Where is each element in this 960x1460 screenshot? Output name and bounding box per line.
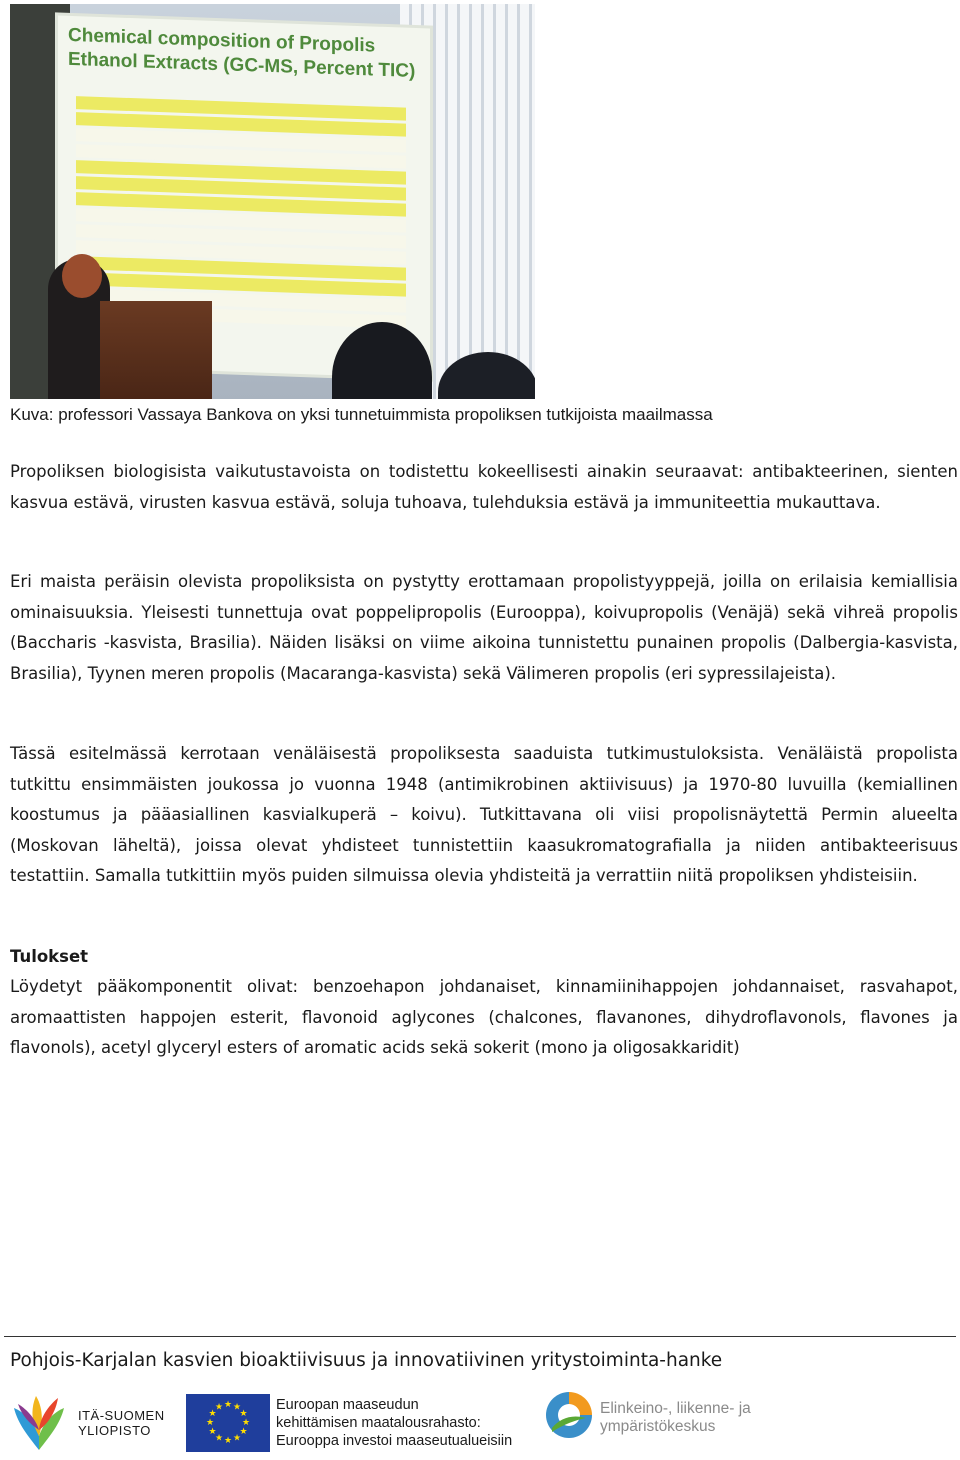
ely-centre-name [600,1400,800,1436]
svg-text:★: ★ [223,1400,233,1410]
eu-fund-line1: Euroopan maaseudun [276,1397,419,1413]
ely-centre-logo-icon [542,1388,596,1442]
eu-fund-line3: Eurooppa investoi maaseutualueisiin [276,1433,513,1449]
svg-text:★: ★ [232,1402,242,1413]
podium [100,301,212,399]
paragraph-russian-propolis: Tässä esitelmässä kerrotaan venäläisestä propoliksesta saaduista tutkimustuloksista. Venäläistä propolista tutkittu ensimmäisten joukossa jo vuonna 1948 (antimikrobinen aktiivisuus) ja 1970-80 luvuilla (kemiallinen koostumus ja pääasiallinen kasvialkuperä – koivu). Tutkittavana oli viisi propolisnäytettä Permin alueelta (Moskovan läheltä), joissa olevat yhdisteet tunnistettiin kaasukromatografialla ja niiden antibakteerisuus testattiin. Samalla tutkittiin myös puiden silmuissa olevia yhdisteitä ja verrattiin niitä propoliksen yhdisteisiin. [10,744,958,885]
uef-logo [10,1390,180,1454]
svg-text:★: ★ [241,1418,251,1428]
paragraph-propolis-types: Eri maista peräisin olevista propoliksista on pystytty erottamaan propolistyyppejä, joilla on erilaisia kemiallisia ominaisuuksia. Yleisesti tunnettuja ovat poppelipropolis (Eurooppa), koivupropolis (Venäjä) sekä vihreä propolis (Baccharis -kasvista, Brasilia). Näiden lisäksi on viime aikoina tunnistettu punainen propolis (Dalbergia-kasvista, Brasilia), Tyynen meren propolis (Macaranga-kasvista) sekä Välimeren propolis (eri sypressilajeista). [10,572,958,683]
paragraph-results: Löydetyt pääkomponentit olivat: benzoehapon johdanaiset, kinnamiinihappojen johdannaiset, rasvahapot, aromaattisten happojen esterit, flavonoid aglycones (chalcones, flavanones, dihydroflavonols, flavones ja flavonols), acetyl glyceryl esters of aromatic acids sekä sokerit (mono ja oligosakkaridit) [10,977,958,1057]
svg-text:★: ★ [208,1427,217,1437]
svg-text:★: ★ [232,1433,242,1444]
uef-name-line2: YLIOPISTO [78,1423,151,1438]
uef-name-line1: ITÄ-SUOMEN [78,1408,165,1423]
svg-text:★: ★ [205,1418,215,1428]
eu-stars-icon [186,1394,270,1452]
uef-name [78,1408,188,1438]
photo-caption: Kuva: professori Vassaya Bankova on yksi tunnetuimmista propoliksen tutkijoista maailmassa [10,405,713,424]
slide-table [76,96,406,332]
svg-text:★: ★ [239,1409,248,1419]
eu-fund-line2: kehittämisen maatalousrahasto: [276,1415,481,1431]
footer-divider [4,1336,956,1337]
footer-project-title: Pohjois-Karjalan kasvien bioaktiivisuus ja innovatiivinen yritystoiminta-hanke [10,1350,723,1371]
results-heading: Tulokset [10,947,89,966]
svg-text:★: ★ [214,1402,224,1413]
ely-name-line2: ympäristökeskus [600,1418,716,1435]
paragraph-biological-effects: Propoliksen biologisista vaikutustavoista on todistettu kokeellisesti ainakin seuraavat: antibakteerinen, sienten kasvua estävä, virusten kasvua estävä, soluja tuhoava, tulehduksia estävä ja immuniteettia mukauttava. [10,462,958,512]
ely-name-line1: Elinkeino-, liikenne- ja [600,1400,751,1417]
svg-text:★: ★ [223,1436,233,1446]
svg-text:★: ★ [208,1409,217,1419]
speaker-head [62,254,102,298]
uef-leaf-icon [10,1390,68,1452]
svg-text:★: ★ [239,1427,248,1437]
slide-title: Chemical composition of Propolis Ethanol Extracts (GC-MS, Percent TIC) [68,24,416,82]
svg-text:★: ★ [214,1433,224,1444]
eu-flag-icon [186,1394,270,1452]
lecture-photo [10,4,535,399]
eu-fund-text [276,1396,546,1450]
